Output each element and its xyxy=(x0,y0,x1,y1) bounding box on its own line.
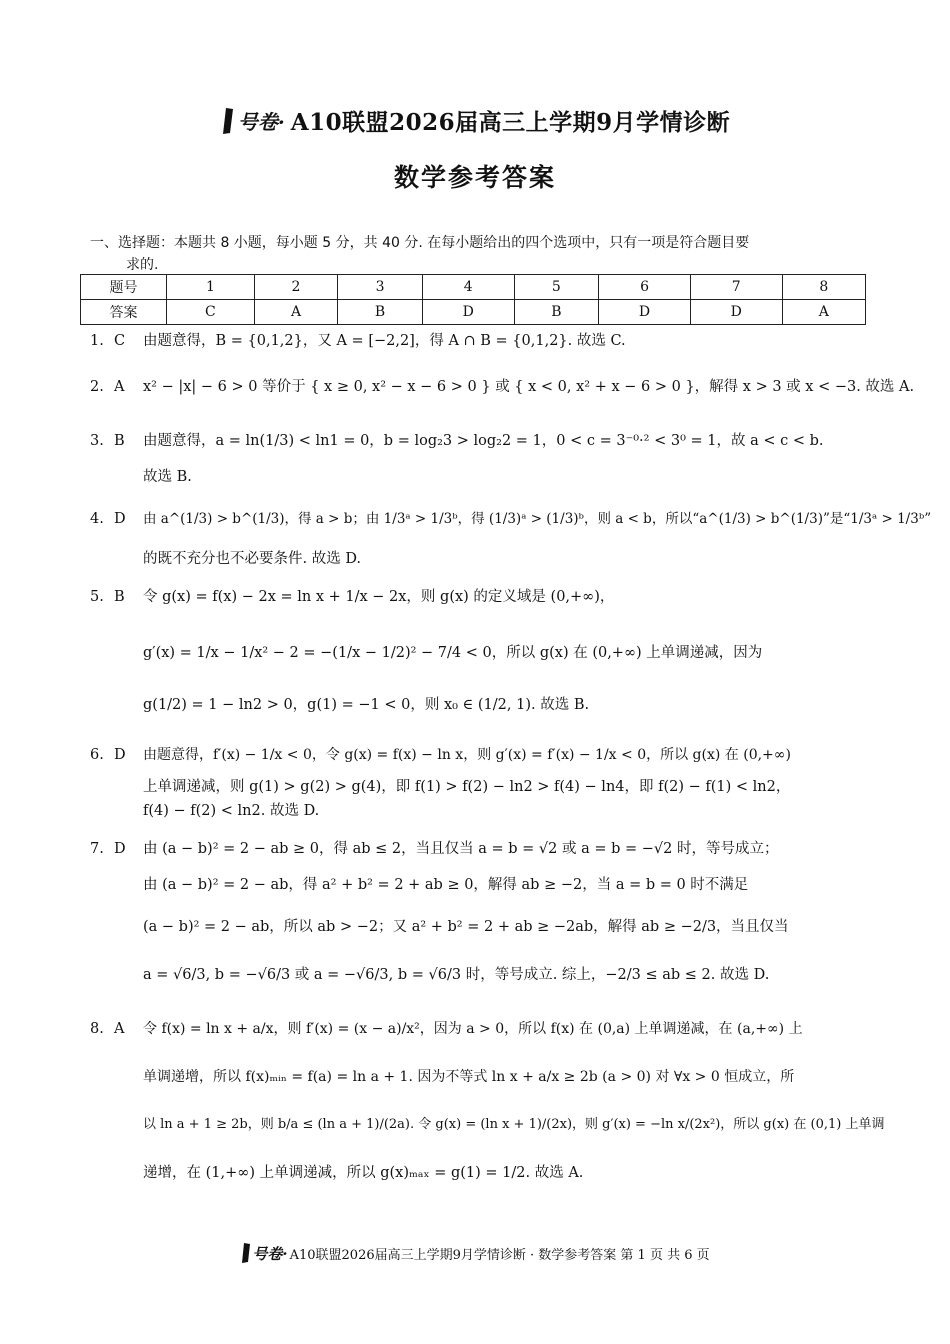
question-2 xyxy=(90,376,915,398)
question-answer: D xyxy=(114,841,126,857)
question-8 xyxy=(90,1018,885,1193)
solution-line: (a − b)² = 2 − ab，所以 ab > −2；又 a² + b² = 2 + ab ≥ −2ab，解得 ab ≥ −2/3，当且仅当 xyxy=(143,919,789,935)
solution-line: 由题意得，B = {0,1,2}，又 A = [−2,2]，得 A ∩ B = {0,1,2}. 故选 C. xyxy=(143,333,626,349)
table-row xyxy=(81,275,866,300)
question-number: 5. xyxy=(90,589,104,605)
table-cell: 2 xyxy=(254,275,337,300)
footer-logo-text: 号卷· xyxy=(252,1244,288,1263)
solution-line: g′(x) = 1/x − 1/x² − 2 = −(1/x − 1/2)² − 7/4 < 0，所以 g(x) 在 (0,+∞) 上单调递减，因为 xyxy=(143,645,763,661)
solution-line: 的既不充分也不必要条件. 故选 D. xyxy=(143,551,362,567)
solution-line: g(1/2) = 1 − ln2 > 0，g(1) = −1 < 0，则 x₀ ∈ (1/2, 1). 故选 B. xyxy=(143,697,590,713)
question-number: 1. xyxy=(90,333,104,349)
table-cell: D xyxy=(422,300,514,325)
brush-stroke-icon xyxy=(240,1242,252,1264)
table-cell: 1 xyxy=(167,275,255,300)
question-answer: A xyxy=(114,1021,125,1037)
solution-line: 令 f(x) = ln x + a/x，则 f′(x) = (x − a)/x²，因为 a > 0，所以 f(x) 在 (0,a) 上单调递减，在 (a,+∞) 上 xyxy=(143,1021,803,1037)
table-cell: 6 xyxy=(599,275,691,300)
question-number: 3. xyxy=(90,433,104,449)
question-answer: D xyxy=(114,747,126,763)
table-cell: 8 xyxy=(782,275,865,300)
table-cell: 3 xyxy=(338,275,423,300)
table-cell: B xyxy=(338,300,423,325)
question-answer: B xyxy=(114,589,125,605)
table-cell: D xyxy=(690,300,782,325)
section-heading-line: 求的. xyxy=(126,257,159,273)
answer-table xyxy=(80,274,866,325)
question-3 xyxy=(90,430,870,490)
question-answer: B xyxy=(114,433,125,449)
solution-line: 以 ln a + 1 ≥ 2b，则 b/a ≤ (ln a + 1)/(2a). 令 g(x) = (ln x + 1)/(2x)，则 g′(x) = −ln x/(2x²)，所以 g(x) 在 (0,1) 上单调 xyxy=(143,1117,885,1132)
solution-line: 由 (a − b)² = 2 − ab ≥ 0，得 ab ≤ 2，当且仅当 a = b = √2 或 a = b = −√2 时，等号成立； xyxy=(143,841,779,857)
solution-line: f(4) − f(2) < ln2. 故选 D. xyxy=(143,803,320,819)
solution-line: 由 a^(1/3) > b^(1/3)，得 a > b；由 1/3ᵃ > 1/3ᵇ，得 (1/3)ᵃ > (1/3)ᵇ，则 a < b，所以“a^(1/3) > b^(1/3)”是“1/3ᵃ > 1/3ᵇ” xyxy=(143,511,932,527)
table-cell: 7 xyxy=(690,275,782,300)
question-number: 8. xyxy=(90,1021,104,1037)
brand-logo xyxy=(220,106,285,135)
question-number: 2. xyxy=(90,379,104,395)
solution-line: 令 g(x) = f(x) − 2x = ln x + 1/x − 2x，则 g(x) 的定义域是 (0,+∞)， xyxy=(143,589,615,605)
header xyxy=(0,104,950,139)
page-title: A10联盟2026届高三上学期9月学情诊断 xyxy=(290,109,731,136)
table-cell: A xyxy=(782,300,865,325)
question-number: 6. xyxy=(90,747,104,763)
table-cell: 5 xyxy=(514,275,599,300)
solution-line: 上单调递减，则 g(1) > g(2) > g(4)，即 f(1) > f(2) − ln2 > f(4) − ln4，即 f(2) − f(1) < ln2， xyxy=(143,779,791,795)
table-cell: 4 xyxy=(422,275,514,300)
solution-line: 递增，在 (1,+∞) 上单调递减，所以 g(x)ₘₐₓ = g(1) = 1/2. 故选 A. xyxy=(143,1165,584,1181)
question-1 xyxy=(90,330,870,352)
section-heading xyxy=(90,232,870,276)
table-cell: D xyxy=(599,300,691,325)
table-row xyxy=(81,300,866,325)
table-cell: C xyxy=(167,300,255,325)
question-number: 7. xyxy=(90,841,104,857)
section-heading-line: 一、选择题：本题共 8 小题，每小题 5 分，共 40 分. 在每小题给出的四个选项中，只有一项是符合题目要 xyxy=(90,235,750,251)
question-7 xyxy=(90,838,870,998)
footer-text: A10联盟2026届高三上学期9月学情诊断 · 数学参考答案 第 1 页 共 6 页 xyxy=(289,1247,710,1263)
solution-line: 由题意得，a = ln(1/3) < ln1 = 0，b = log₂3 > log₂2 = 1，0 < c = 3⁻⁰·² < 3⁰ = 1，故 a < c < b. xyxy=(143,433,824,449)
solution-line: 由 (a − b)² = 2 − ab，得 a² + b² = 2 + ab ≥ 0，解得 ab ≥ −2，当 a = b = 0 时不满足 xyxy=(143,877,749,893)
question-6 xyxy=(90,744,870,830)
solution-line: 故选 B. xyxy=(143,469,192,485)
question-5 xyxy=(90,586,870,716)
table-cell: A xyxy=(254,300,337,325)
table-header-cell: 题号 xyxy=(81,275,167,300)
page-footer xyxy=(0,1242,950,1268)
table-header-cell: 答案 xyxy=(81,300,167,325)
solution-line: a = √6/3, b = −√6/3 或 a = −√6/3, b = √6/3 时，等号成立. 综上，−2/3 ≤ ab ≤ 2. 故选 D. xyxy=(143,967,770,983)
logo-text: 号卷· xyxy=(237,110,285,134)
solution-line: 单调递增，所以 f(x)ₘᵢₙ = f(a) = ln a + 1. 因为不等式 ln x + a/x ≥ 2b (a > 0) 对 ∀x > 0 恒成立，所 xyxy=(143,1069,795,1085)
question-number: 4. xyxy=(90,511,104,527)
page-subtitle: 数学参考答案 xyxy=(393,163,556,192)
table-cell: B xyxy=(514,300,599,325)
question-answer: A xyxy=(114,379,125,395)
brush-stroke-icon xyxy=(220,107,236,135)
question-4 xyxy=(90,508,932,570)
question-answer: C xyxy=(114,333,126,349)
solution-line: x² − |x| − 6 > 0 等价于 { x ≥ 0, x² − x − 6 > 0 } 或 { x < 0, x² + x − 6 > 0 }，解得 x > 3 或 x < −3. 故选 A. xyxy=(143,379,915,395)
solution-line: 由题意得，f′(x) − 1/x < 0，令 g(x) = f(x) − ln x，则 g′(x) = f′(x) − 1/x < 0，所以 g(x) 在 (0,+∞) xyxy=(143,747,791,763)
question-answer: D xyxy=(114,511,126,527)
